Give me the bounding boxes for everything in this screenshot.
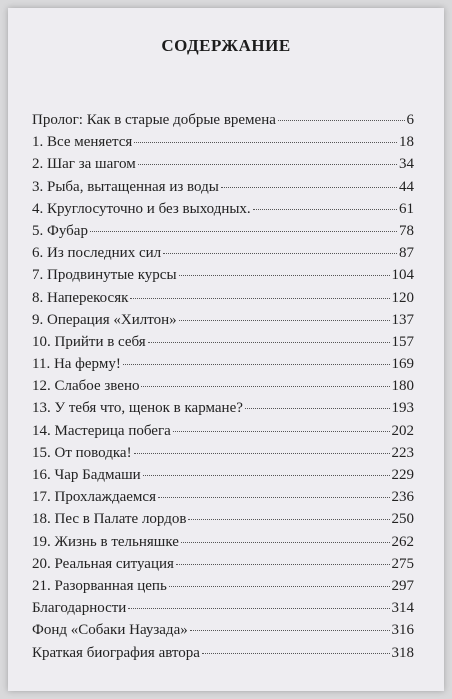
toc-entry-page-number: 137 bbox=[391, 311, 414, 328]
dot-leader bbox=[138, 164, 397, 165]
toc-entry-title: 21. Разорванная цепь bbox=[32, 577, 167, 594]
dot-leader bbox=[179, 275, 390, 276]
contents-heading: СОДЕРЖАНИЕ bbox=[161, 36, 291, 55]
toc-entry-title: 14. Мастерица побега bbox=[32, 422, 171, 439]
table-of-contents bbox=[32, 109, 414, 664]
dot-leader bbox=[179, 320, 390, 321]
toc-entry-title: Благодарности bbox=[32, 600, 127, 617]
dot-leader bbox=[245, 408, 390, 409]
toc-entry bbox=[32, 131, 414, 153]
toc-entry-page-number: 314 bbox=[391, 600, 414, 617]
toc-entry bbox=[32, 176, 414, 198]
toc-entry bbox=[32, 553, 414, 575]
toc-entry-page-number: 169 bbox=[391, 356, 414, 373]
toc-entry bbox=[32, 597, 414, 619]
toc-entry-page-number: 157 bbox=[391, 333, 414, 350]
dot-leader bbox=[163, 253, 397, 254]
dot-leader bbox=[128, 608, 389, 609]
toc-entry-title: 5. Фубар bbox=[32, 222, 88, 239]
toc-entry-title: 17. Прохлаждаемся bbox=[32, 489, 156, 506]
dot-leader bbox=[148, 342, 390, 343]
toc-entry bbox=[32, 464, 414, 486]
toc-entry-page-number: 275 bbox=[391, 555, 414, 572]
toc-entry-page-number: 229 bbox=[391, 467, 414, 483]
toc-entry-page-number: 250 bbox=[391, 511, 414, 528]
toc-entry-title: 11. На ферму! bbox=[32, 356, 121, 373]
toc-entry-title: 1. Все меняется bbox=[32, 134, 133, 151]
toc-entry bbox=[32, 486, 414, 508]
toc-entry-title: 15. От поводка! bbox=[32, 444, 132, 461]
dot-leader bbox=[190, 630, 390, 631]
dot-leader bbox=[123, 364, 390, 365]
toc-entry bbox=[32, 309, 414, 331]
toc-entry-title: 8. Наперекосяк bbox=[32, 289, 129, 306]
toc-entry bbox=[32, 331, 414, 353]
toc-entry-page-number: 202 bbox=[391, 422, 414, 439]
toc-entry-page-number: 297 bbox=[391, 577, 414, 594]
toc-entry-page-number: 34 bbox=[399, 156, 414, 173]
toc-entry bbox=[32, 508, 414, 530]
toc-entry-title: 6. Из последних сил bbox=[32, 245, 162, 262]
toc-entry-page-number: 87 bbox=[399, 245, 414, 262]
toc-entry-title: 10. Прийти в себя bbox=[32, 333, 146, 350]
toc-entry bbox=[32, 287, 414, 309]
toc-entry-page-number: 180 bbox=[391, 378, 414, 395]
dot-leader bbox=[253, 209, 397, 210]
toc-entry bbox=[32, 264, 414, 286]
toc-entry-page-number: 316 bbox=[391, 622, 414, 639]
toc-entry-page-number: 120 bbox=[391, 289, 414, 306]
dot-leader bbox=[173, 431, 390, 432]
toc-entry-page-number: 318 bbox=[391, 644, 414, 661]
toc-entry bbox=[32, 375, 414, 397]
toc-entry-title: 4. Круглосуточно и без выходных. bbox=[32, 200, 251, 217]
toc-entry-title: 16. Чар Бадмаши bbox=[32, 467, 141, 483]
toc-entry-title: 3. Рыба, вытащенная из воды bbox=[32, 178, 219, 195]
dot-leader bbox=[188, 519, 389, 520]
toc-entry bbox=[32, 397, 414, 419]
dot-leader bbox=[221, 187, 397, 188]
toc-entry-page-number: 6 bbox=[406, 112, 414, 128]
toc-entry-page-number: 262 bbox=[391, 533, 414, 550]
dot-leader bbox=[176, 564, 390, 565]
toc-entry-page-number: 44 bbox=[399, 178, 414, 195]
toc-entry bbox=[32, 420, 414, 442]
toc-entry-title: 9. Операция «Хилтон» bbox=[32, 311, 177, 328]
toc-entry bbox=[32, 531, 414, 553]
toc-entry bbox=[32, 642, 414, 664]
toc-entry-page-number: 104 bbox=[391, 267, 414, 284]
toc-entry bbox=[32, 575, 414, 597]
toc-entry-title: Краткая биография автора bbox=[32, 644, 200, 661]
toc-entry-page-number: 61 bbox=[399, 200, 414, 217]
toc-entry-title: 19. Жизнь в тельняшке bbox=[32, 533, 179, 550]
dot-leader bbox=[181, 542, 390, 543]
toc-entry bbox=[32, 153, 414, 175]
toc-entry-page-number: 78 bbox=[399, 222, 414, 239]
toc-entry-title: Пролог: Как в старые добрые времена bbox=[32, 112, 276, 128]
toc-entry-page-number: 193 bbox=[391, 400, 414, 417]
book-page bbox=[8, 8, 444, 691]
dot-leader bbox=[134, 453, 390, 454]
toc-entry bbox=[32, 353, 414, 375]
dot-leader bbox=[169, 586, 390, 587]
toc-entry-title: 20. Реальная ситуация bbox=[32, 555, 174, 572]
toc-entry bbox=[32, 109, 414, 131]
dot-leader bbox=[90, 231, 397, 232]
toc-entry-title: 2. Шаг за шагом bbox=[32, 156, 136, 173]
toc-entry-title: 13. У тебя что, щенок в кармане? bbox=[32, 400, 243, 417]
dot-leader bbox=[134, 142, 397, 143]
toc-entry bbox=[32, 442, 414, 464]
toc-entry-page-number: 223 bbox=[391, 444, 414, 461]
dot-leader bbox=[141, 386, 389, 387]
dot-leader bbox=[130, 298, 389, 299]
dot-leader bbox=[278, 120, 405, 121]
toc-entry-title: 12. Слабое звено bbox=[32, 378, 140, 395]
toc-entry bbox=[32, 242, 414, 264]
toc-entry bbox=[32, 619, 414, 641]
toc-entry-title: Фонд «Собаки Наузада» bbox=[32, 622, 188, 639]
toc-entry bbox=[32, 198, 414, 220]
toc-entry-title: 7. Продвинутые курсы bbox=[32, 267, 177, 284]
toc-entry bbox=[32, 220, 414, 242]
dot-leader bbox=[202, 653, 390, 654]
toc-entry-title: 18. Пес в Палате лордов bbox=[32, 511, 187, 528]
toc-entry-page-number: 236 bbox=[391, 489, 414, 506]
dot-leader bbox=[143, 475, 390, 476]
dot-leader bbox=[158, 497, 390, 498]
toc-entry-page-number: 18 bbox=[399, 134, 414, 151]
